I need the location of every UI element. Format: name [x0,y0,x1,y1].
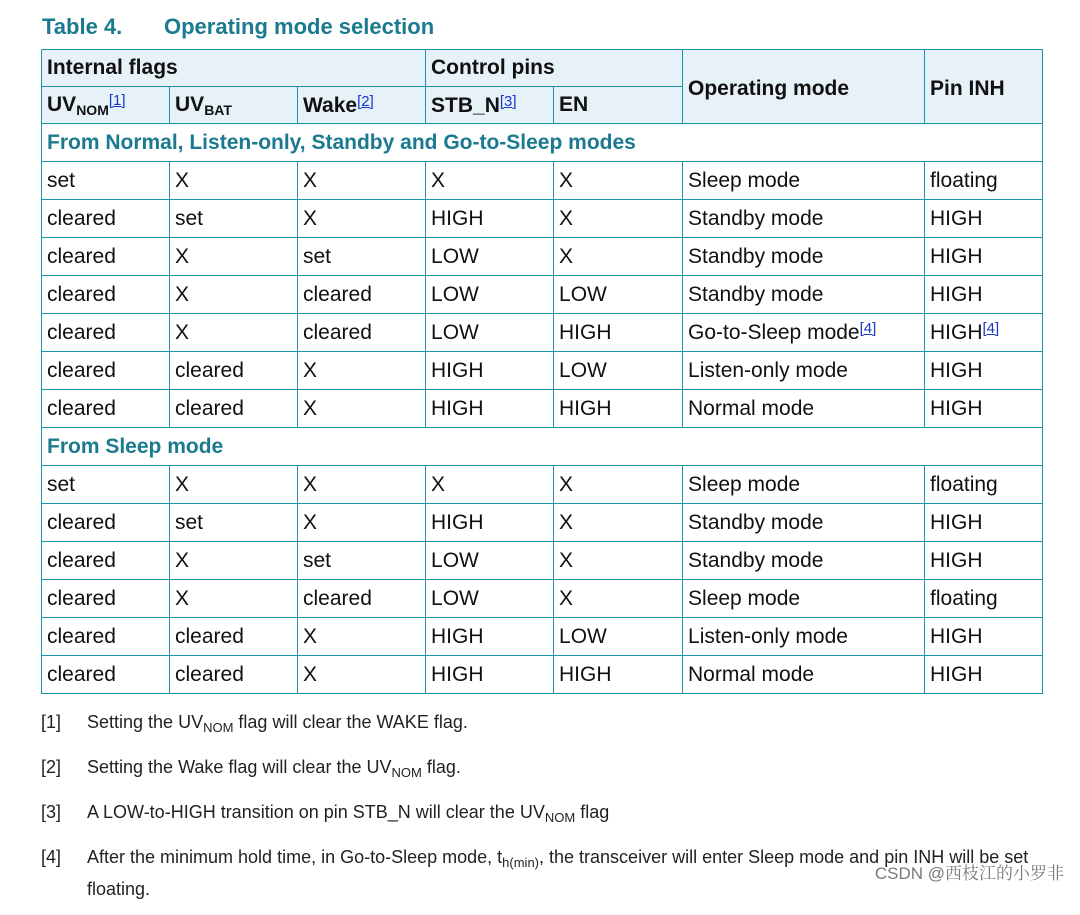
cell-mode: Sleep mode [683,580,925,618]
table-row [42,352,1043,390]
cell-en: X [554,542,683,580]
cell-stbn: HIGH [426,504,554,542]
cell-stbn: LOW [426,314,554,352]
cell-wake: X [298,618,426,656]
cell-inh: HIGH[4] [925,314,1043,352]
operating-mode-table [41,49,1043,694]
cell-uvnom: cleared [42,656,170,694]
cell-stbn: HIGH [426,390,554,428]
section-label: From Sleep mode [42,428,1043,466]
cell-mode: Go-to-Sleep mode[4] [683,314,925,352]
cell-en: HIGH [554,656,683,694]
table-row [42,466,1043,504]
cell-inh: HIGH [925,656,1043,694]
section-header-row [42,124,1043,162]
cell-wake: X [298,352,426,390]
cell-en: LOW [554,276,683,314]
cell-en: X [554,200,683,238]
header-row-1 [42,50,1043,87]
cell-mode: Listen-only mode [683,352,925,390]
footnote-number: [3] [41,802,62,822]
header-pin-inh: Pin INH [925,50,1043,124]
cell-inh: HIGH [925,352,1043,390]
cell-uvbat: X [170,580,298,618]
cell-mode: Standby mode [683,276,925,314]
cell-mode: Standby mode [683,238,925,276]
cell-uvbat: X [170,466,298,504]
table-row [42,390,1043,428]
cell-uvbat: X [170,162,298,200]
table-row [42,542,1043,580]
cell-mode: Listen-only mode [683,618,925,656]
cell-uvbat: cleared [170,656,298,694]
table-number: Table 4. [42,14,123,39]
header-wake: Wake[2] [298,87,426,124]
section-header-row [42,428,1043,466]
table-row [42,656,1043,694]
cell-inh: HIGH [925,200,1043,238]
cell-en: X [554,466,683,504]
cell-stbn: LOW [426,580,554,618]
cell-en: X [554,238,683,276]
cell-wake: cleared [298,314,426,352]
cell-mode: Normal mode [683,656,925,694]
table-title [42,14,434,40]
footnote-link-1[interactable]: [1] [108,92,126,109]
cell-stbn: HIGH [426,656,554,694]
cell-wake: X [298,390,426,428]
table-row [42,618,1043,656]
cell-mode: Normal mode [683,390,925,428]
cell-mode: Standby mode [683,200,925,238]
footnote-link-2[interactable]: [2] [357,92,374,110]
cell-uvbat: X [170,542,298,580]
cell-wake: X [298,656,426,694]
footnotes [41,709,1041,915]
cell-stbn: HIGH [426,352,554,390]
cell-stbn: X [426,466,554,504]
table-row [42,580,1043,618]
cell-stbn: LOW [426,276,554,314]
footnote-text: Setting the Wake flag will clear the $UV_{NOM}$ flag. [87,757,461,780]
cell-uvnom: cleared [42,390,170,428]
header-en: EN [554,87,683,124]
cell-inh: HIGH [925,542,1043,580]
footnote-text: Setting the $UV_{NOM}$ flag will clear the WAKE flag. [87,712,468,735]
footnote-number: [4] [41,847,62,867]
table-row [42,276,1043,314]
footnote-item [41,754,1041,786]
cell-wake: X [298,466,426,504]
section-label: From Normal, Listen-only, Standby and Go-to-Sleep modes [42,124,1043,162]
cell-uvbat: set [170,200,298,238]
cell-wake: X [298,162,426,200]
table-caption: Operating mode selection [164,14,435,39]
cell-mode: Sleep mode [683,162,925,200]
cell-wake: set [298,238,426,276]
footnote-link-3[interactable]: [3] [499,92,517,110]
cell-wake: set [298,542,426,580]
table-row [42,238,1043,276]
cell-stbn: X [426,162,554,200]
table-row [42,314,1043,352]
cell-en: LOW [554,352,683,390]
cell-wake: cleared [298,580,426,618]
cell-uvnom: cleared [42,542,170,580]
cell-inh: HIGH [925,504,1043,542]
cell-wake: X [298,200,426,238]
cell-inh: HIGH [925,238,1043,276]
cell-mode: Standby mode [683,542,925,580]
cell-uvnom: cleared [42,580,170,618]
header-internal-flags: Internal flags [42,50,426,87]
cell-mode: Standby mode [683,504,925,542]
footnote-number: [1] [41,712,62,732]
cell-wake: X [298,504,426,542]
cell-uvnom: set [42,466,170,504]
cell-uvbat: X [170,276,298,314]
cell-inh: HIGH [925,618,1043,656]
cell-mode: Sleep mode [683,466,925,504]
cell-uvbat: X [170,238,298,276]
cell-en: X [554,504,683,542]
cell-inh: floating [925,580,1043,618]
cell-uvnom: cleared [42,314,170,352]
cell-wake: cleared [298,276,426,314]
footnote-link-4[interactable]: [4] [859,320,877,337]
header-stbn: STB_N[3] [426,87,554,124]
footnote-text: A LOW-to-HIGH transition on pin STB_N will clear the $UV_{NOM}$ flag [87,802,610,825]
cell-uvnom: cleared [42,352,170,390]
watermark: CSDN @西枝江的小罗非 [874,864,1064,883]
cell-inh: HIGH [925,390,1043,428]
table-row [42,162,1043,200]
table-body [42,124,1043,694]
cell-inh: HIGH [925,276,1043,314]
cell-en: LOW [554,618,683,656]
header-uvbat: $UV_{BAT}$ [170,87,298,124]
cell-uvbat: cleared [170,618,298,656]
footnote-item [41,709,1041,741]
cell-stbn: LOW [426,542,554,580]
cell-en: HIGH [554,314,683,352]
footnote-link-4[interactable]: [4] [982,320,1000,337]
cell-en: HIGH [554,390,683,428]
cell-uvnom: set [42,162,170,200]
footnote-number: [2] [41,757,62,777]
cell-en: X [554,580,683,618]
footnote-item [41,799,1041,831]
cell-uvbat: set [170,504,298,542]
cell-uvnom: cleared [42,504,170,542]
cell-stbn: LOW [426,238,554,276]
cell-uvnom: cleared [42,618,170,656]
cell-en: X [554,162,683,200]
footnote-text: After the minimum hold time, in Go-to-Sleep mode, $t_{h(min)}$, the transceiver will enter Sleep mode and pin INH will be set floating. [87,847,1029,899]
cell-uvbat: cleared [170,352,298,390]
table-row [42,504,1043,542]
cell-inh: floating [925,466,1043,504]
cell-stbn: HIGH [426,618,554,656]
header-control-pins: Control pins [426,50,683,87]
cell-uvnom: cleared [42,238,170,276]
cell-stbn: HIGH [426,200,554,238]
cell-uvnom: cleared [42,200,170,238]
cell-uvbat: cleared [170,390,298,428]
header-operating-mode: Operating mode [683,50,925,124]
cell-uvnom: cleared [42,276,170,314]
cell-uvbat: X [170,314,298,352]
table-row [42,200,1043,238]
header-uvnom: $UV_{NOM}[1]$ [42,87,170,124]
cell-inh: floating [925,162,1043,200]
